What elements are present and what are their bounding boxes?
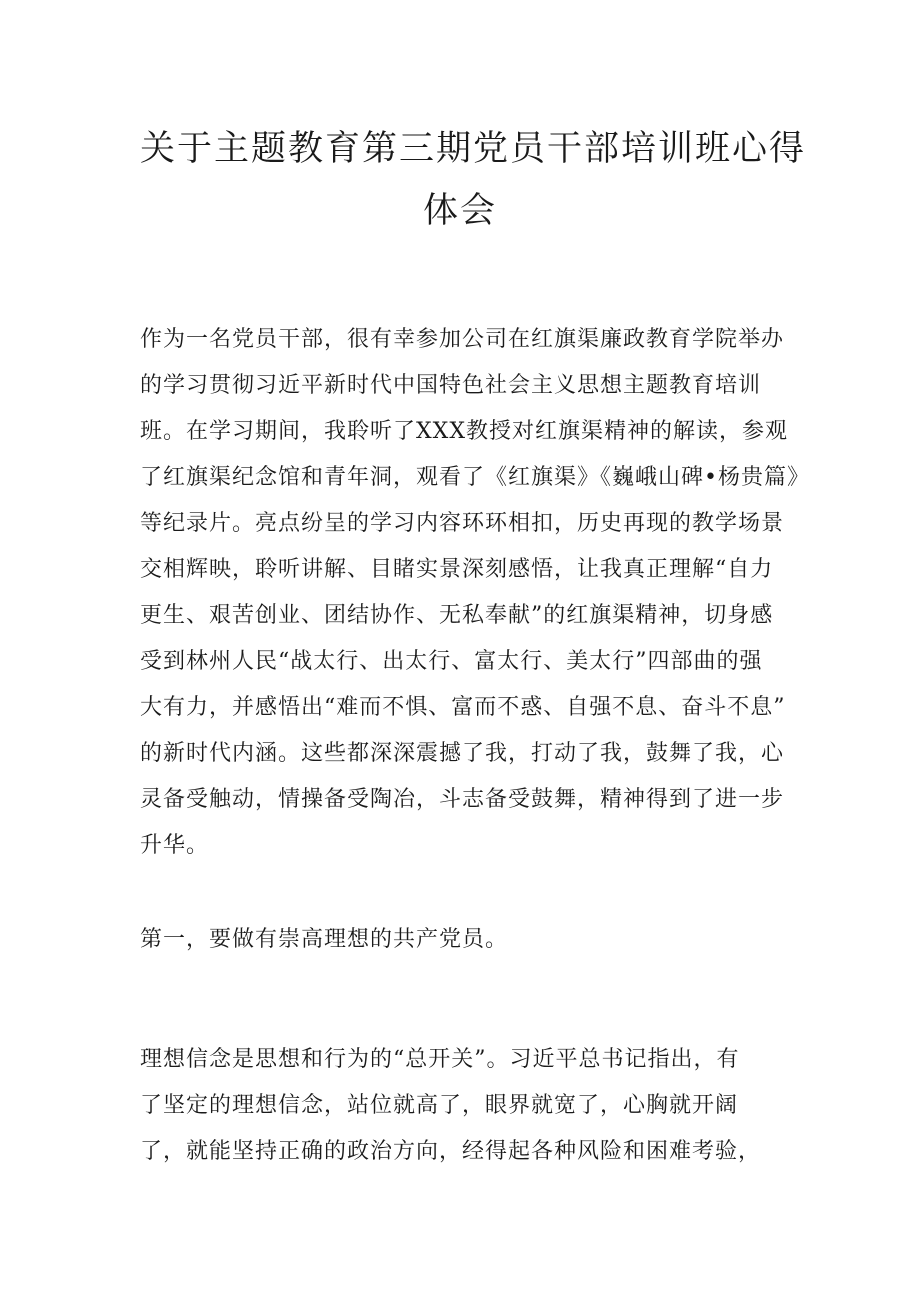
document-title [140,118,807,242]
text-line: 理想信念是思想和行为的“总开关”。习近平总书记指出，有 [140,1047,740,1072]
text-line: 等纪录片。亮点纷呈的学习内容环环相扣，历史再现的教学场景 [140,511,785,536]
text-line: 了坚定的理想信念，站位就高了，眼界就宽了，心胸就开阔 [140,1093,739,1118]
text-line: 的新时代内涵。这些都深深震撼了我，打动了我，鼓舞了我，心 [140,741,785,766]
title-line: 关于主题教育第三期党员干部培训班心得 [140,129,807,169]
text-line: 了红旗渠纪念馆和青年洞，观看了《红旗渠》《巍峨山碑•杨贵篇》 [140,465,810,490]
title-line: 体会 [422,191,497,231]
paragraph-intro [140,317,810,869]
text-line: 交相辉映，聆听讲解、目睹实景深刻感悟，让我真正理解“自力 [140,557,774,582]
text-line: 了，就能坚持正确的政治方向，经得起各种风险和困难考验， [140,1139,762,1164]
text-line: 受到林州人民“战太行、出太行、富太行、美太行”四部曲的强 [140,649,763,674]
text-line: 灵备受触动，情操备受陶冶，斗志备受鼓舞，精神得到了进一步 [140,787,785,812]
paragraph-ideals [140,1037,790,1175]
text-line: 升华。 [140,833,210,858]
text-line: 作为一名党员干部，很有幸参加公司在红旗渠廉政教育学院举办 [140,327,785,352]
text-line: 班。在学习期间，我聆听了XXX教授对红旗渠精神的解读，参观 [140,419,788,444]
text-line: 大有力，并感悟出“难而不惧、富而不惑、自强不息、奋斗不息” [140,695,786,720]
section-heading-first [140,917,790,963]
text-line: 的学习贯彻习近平新时代中国特色社会主义思想主题教育培训 [140,373,762,398]
text-line: 更生、艰苦创业、团结协作、无私奉献”的红旗渠精神，切身感 [140,603,774,628]
text-line: 第一，要做有崇高理想的共产党员。 [140,927,509,952]
